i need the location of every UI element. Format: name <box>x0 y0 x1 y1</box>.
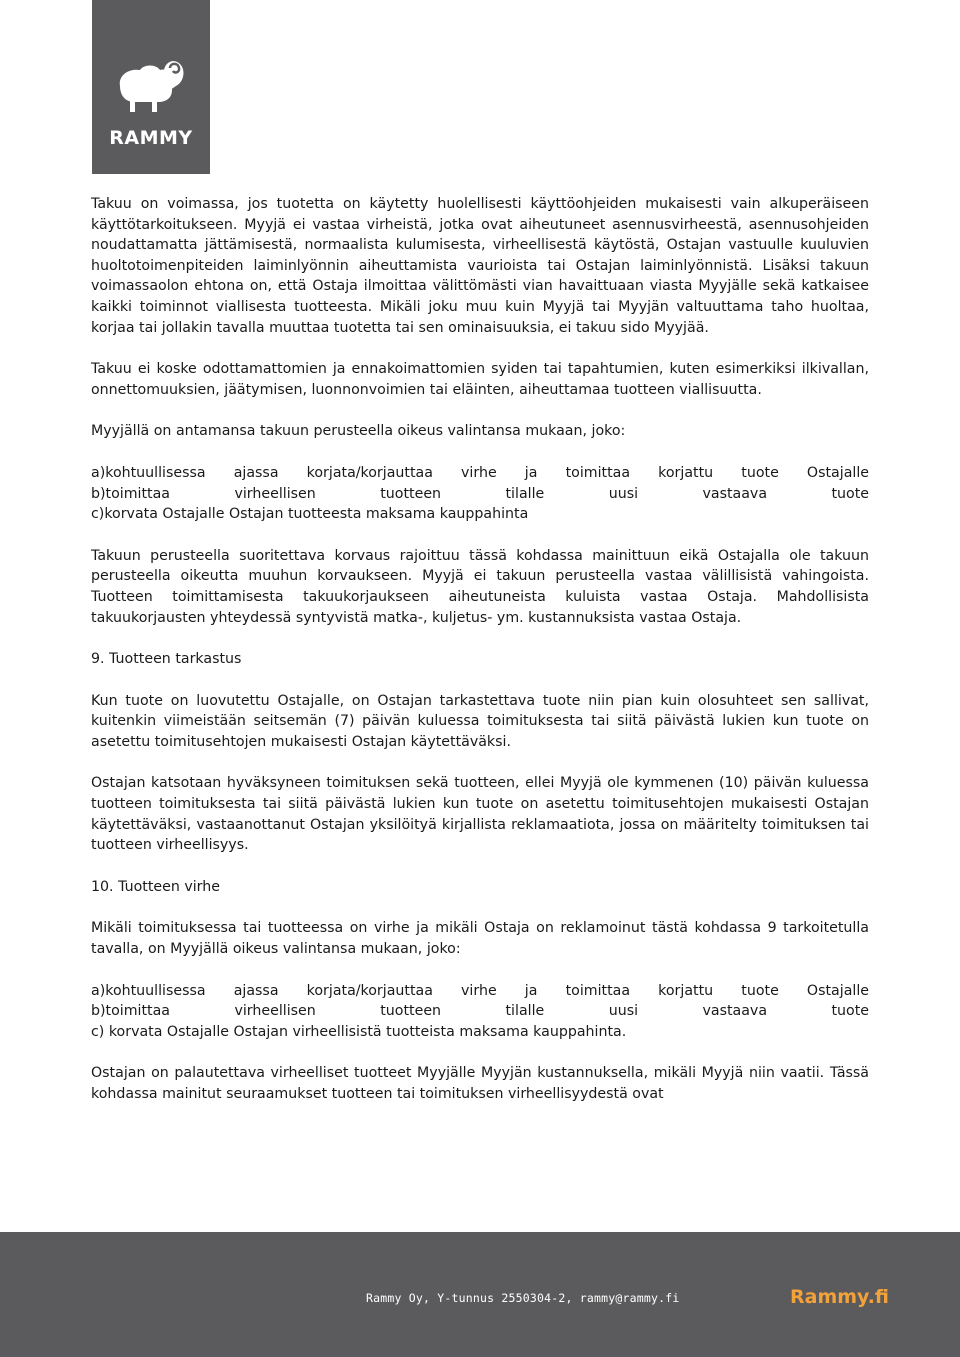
warranty-conditions-paragraph: Takuu on voimassa, jos tuotetta on käytetty huolellisesti käyttöohjeiden mukaisesti vain alkuperäiseen käyttötarkoitukseen. Myyjä ei vastaa virheistä, jotka ovat aiheutuneet asennusvirheestä, asennusohjeiden noudattamatta jättämisestä, normaalista kulumisesta, virheellisestä käytöstä, Ostajan vastuulle kuuluvien huoltotoimenpiteiden laiminlyönnin aiheuttamista vaurioista tai Ostajan laiminlyönnistä. Lisäksi takuun voimassaolon ehtona on, että Ostaja ilmoittaa välittömästi vian havaittuaan viasta Myyjälle sekä katkaisee kaikki toiminnot viallisesta tuotteesta. Mikäli joku muu kuin Myyjä tai Myyjän valtuuttama taho huoltaa, korjaa tai jollakin tavalla muuttaa tuotetta tai sen ominaisuuksia, ei takuu sido Myyjää. <box>91 196 869 336</box>
defect-intro-paragraph: Mikäli toimituksessa tai tuotteessa on virhe ja mikäli Ostaja on reklamoinut tästä kohdassa 9 tarkoitetulla tavalla, on Myyjällä oikeus valintansa mukaan, joko: <box>91 920 869 958</box>
list-item: a)kohtuullisessa ajassa korjata/korjauttaa virhe ja toimittaa korjattu tuote Ostajalle <box>91 464 869 481</box>
logo-wordmark: RAMMY <box>109 127 193 149</box>
footer-company-info: Rammy Oy, Y-tunnus 2550304-2, rammy@rammy.fi <box>366 1291 680 1305</box>
list-item: c) korvata Ostajalle Ostajan virheellisistä tuotteista maksama kauppahinta. <box>91 1023 627 1040</box>
inspection-paragraph: Kun tuote on luovutettu Ostajalle, on Ostajan tarkastettava tuote niin pian kuin olosuhteet sen sallivat, kuitenkin viimeistään seitsemän (7) päivän kuluessa toimituksesta tai siitä päivästä lukien kun tuote on asetettu toimitusehtojen mukaisesti Ostajan käytettäväksi. <box>91 692 869 750</box>
acceptance-paragraph: Ostajan katsotaan hyväksyneen toimituksen sekä tuotteen, ellei Myyjä ole kymmenen (10) päivän kuluessa tuotteen toimituksesta tai siitä päivästä lukien kun tuote on asetettu toimitusehtojen mukaisesti Ostajan käytettäväksi, vastaanottanut Ostajan yksilöityä kirjallista reklamaatiota, jossa on määritelty toimituksen tai tuotteen virheellisyys. <box>91 775 869 854</box>
list-item: b)toimittaa virheellisen tuotteen tilalle uusi vastaava tuote <box>91 485 869 502</box>
compensation-limits-paragraph: Takuun perusteella suoritettava korvaus rajoittuu tässä kohdassa mainittuun eikä Ostajalla ole takuun perusteella oikeutta muuhun korvaukseen. Myyjä ei takuun perusteella vastaa välillisistä vahingoista. Tuotteen toimittamisesta takuukorjaukseen aiheutuneista kuluista vastaa Ostaja. Mahdollisista takuukorjausten yhteydessä syntyvistä matka-, kuljetus- ym. kustannuksista vastaa Ostaja. <box>91 547 869 626</box>
seller-options-list <box>91 463 869 525</box>
section-heading-9: 9. Tuotteen tarkastus <box>91 651 242 668</box>
return-paragraph: Ostajan on palautettava virheelliset tuotteet Myyjälle Myyjän kustannuksella, mikäli Myyjä niin vaatii. Tässä kohdassa mainitut seuraamukset tuotteen tai toimituksen virheellisyydestä ovat <box>91 1065 869 1102</box>
warranty-exclusions-paragraph: Takuu ei koske odottamattomien ja ennakoimattomien syiden tai tapahtumien, kuten esimerkiksi ilkivallan, onnettomuuksien, jäätymisen, luonnonvoimien tai eläinten, aiheuttamaa tuotteen viallisuutta. <box>91 361 869 398</box>
seller-options-intro: Myyjällä on antamansa takuun perusteella oikeus valintansa mukaan, joko: <box>91 423 626 440</box>
ram-icon <box>114 56 188 116</box>
list-item: a)kohtuullisessa ajassa korjata/korjauttaa virhe ja toimittaa korjattu tuote Ostajalle <box>91 982 869 999</box>
section-heading-10: 10. Tuotteen virhe <box>91 878 220 895</box>
list-item: b)toimittaa virheellisen tuotteen tilalle uusi vastaava tuote <box>91 1003 869 1020</box>
list-item: c)korvata Ostajalle Ostajan tuotteesta maksama kauppahinta <box>91 506 529 523</box>
logo-block <box>92 0 210 174</box>
defect-options-list <box>91 981 869 1043</box>
document-body <box>91 194 869 1126</box>
page-footer <box>0 1232 960 1357</box>
footer-brand-link[interactable]: Rammy.fi <box>790 1286 889 1308</box>
